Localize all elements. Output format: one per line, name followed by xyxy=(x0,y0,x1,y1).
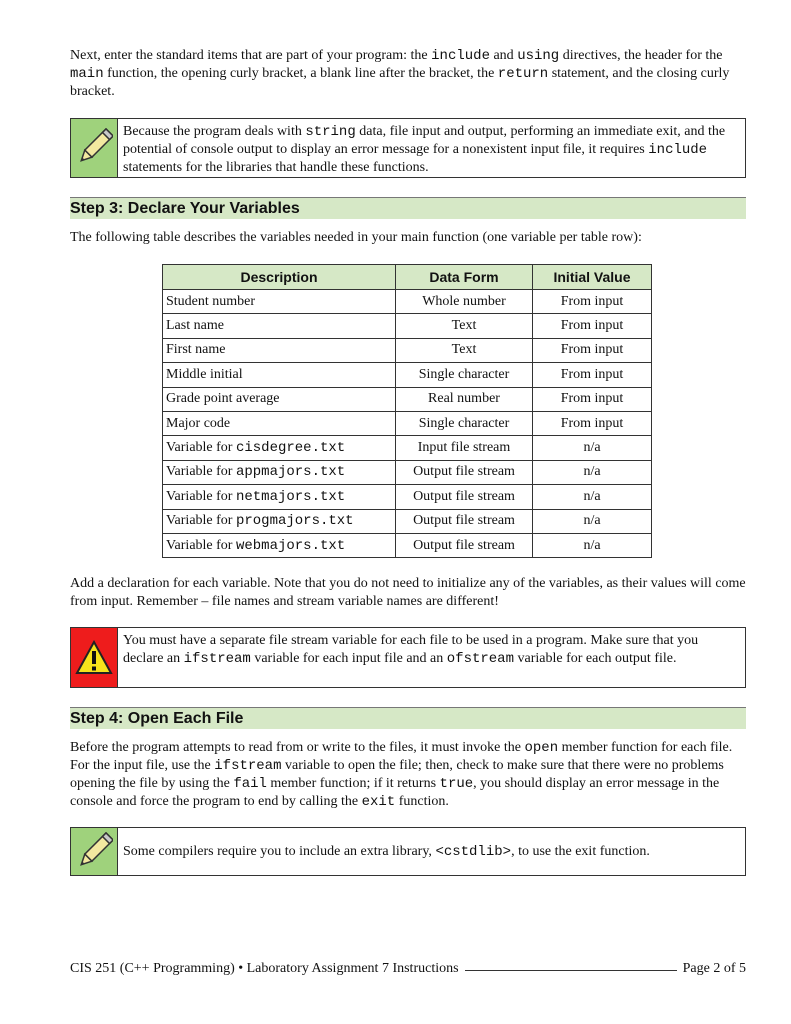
intro-text-3: directives, the header for the xyxy=(559,48,723,63)
cell-data-form: Output file stream xyxy=(396,460,533,484)
cell-description xyxy=(163,485,396,509)
cell-data-form: Output file stream xyxy=(396,485,533,509)
note1-code-string: string xyxy=(305,124,356,140)
footer-rule xyxy=(465,970,677,971)
step4-text-6: function. xyxy=(395,794,449,809)
cell-initial-value: n/a xyxy=(533,436,652,460)
intro-text-5: statement, and the closing curly bracket. xyxy=(70,66,730,99)
cell-initial-value: n/a xyxy=(533,460,652,484)
cell-description xyxy=(163,411,396,435)
note2-text-2: , to use the exit function. xyxy=(511,843,650,859)
cell-initial-value: From input xyxy=(533,387,652,411)
pencil-icon xyxy=(75,128,113,168)
step3-heading xyxy=(70,197,746,219)
footer-page-number: Page 2 of 5 xyxy=(682,961,746,976)
description-text: Student number xyxy=(166,293,256,309)
cell-description xyxy=(163,533,396,557)
cell-initial-value: From input xyxy=(533,338,652,362)
cell-data-form: Single character xyxy=(396,411,533,435)
col-header-initial-value: Initial Value xyxy=(533,265,652,290)
cell-data-form: Text xyxy=(396,314,533,338)
cell-description xyxy=(163,290,396,314)
cell-initial-value: n/a xyxy=(533,509,652,533)
cell-data-form: Single character xyxy=(396,363,533,387)
cell-description xyxy=(163,460,396,484)
step4-title: Step 4: Open Each File xyxy=(70,710,244,727)
step3-intro: The following table describes the variables needed in your main function (one variable per table row): xyxy=(70,230,642,245)
table-row xyxy=(163,290,652,314)
note2-text-1: Some compilers require you to include an extra library, xyxy=(123,843,436,859)
description-text: Variable for xyxy=(166,513,236,529)
cell-initial-value: From input xyxy=(533,290,652,314)
note1-text-1: Because the program deals with xyxy=(123,124,306,139)
variables-table xyxy=(162,264,652,558)
description-filename: cisdegree.txt xyxy=(235,440,346,457)
table-row xyxy=(163,387,652,411)
table-row xyxy=(163,485,652,509)
cell-data-form: Output file stream xyxy=(396,533,533,557)
cell-description xyxy=(163,314,396,338)
table-row xyxy=(163,338,652,362)
cell-data-form: Whole number xyxy=(396,290,533,314)
step4-paragraph xyxy=(70,739,746,811)
description-filename: netmajors.txt xyxy=(235,488,346,505)
page-footer xyxy=(70,960,746,978)
intro-paragraph xyxy=(70,47,746,101)
step4-text-2: member function for each file. For the input file, use the xyxy=(70,740,733,773)
note-box-cstdlib xyxy=(70,827,746,876)
step4-code-fail: fail xyxy=(233,776,267,792)
note-text-cstdlib xyxy=(117,828,745,875)
table-row xyxy=(163,314,652,338)
warning-code-ifstream: ifstream xyxy=(183,651,251,667)
description-text: Variable for xyxy=(166,537,236,553)
description-filename: progmajors.txt xyxy=(235,513,354,530)
warning-text-1: You must have a separate file stream variable for each file to be used in a program. Make sure that you declare an xyxy=(123,633,699,666)
warning-text xyxy=(117,628,745,687)
cell-description xyxy=(163,363,396,387)
table-row xyxy=(163,509,652,533)
intro-code-return: return xyxy=(497,66,549,82)
cell-description xyxy=(163,509,396,533)
note-text-includes xyxy=(117,119,745,177)
note2-icon-cell xyxy=(71,828,117,875)
cell-initial-value: From input xyxy=(533,363,652,387)
cell-data-form: Real number xyxy=(396,387,533,411)
note-box-includes xyxy=(70,118,746,178)
description-text: Last name xyxy=(166,318,224,334)
step4-code-true: true xyxy=(439,776,474,792)
warning-icon-cell xyxy=(71,628,117,687)
description-text: First name xyxy=(166,342,226,358)
step4-text-5: , you should display an error message in the console and force the program to end by calling the xyxy=(70,776,720,809)
cell-initial-value: From input xyxy=(533,411,652,435)
cell-data-form: Output file stream xyxy=(396,509,533,533)
note1-code-include: include xyxy=(648,142,708,158)
cell-description xyxy=(163,436,396,460)
step4-text-4: member function; if it returns xyxy=(266,776,440,791)
intro-code-main: main xyxy=(70,66,104,82)
table-row xyxy=(163,460,652,484)
table-row xyxy=(163,533,652,557)
step4-heading xyxy=(70,707,746,729)
description-filename: appmajors.txt xyxy=(235,464,346,481)
description-text: Major code xyxy=(166,415,231,431)
cell-description xyxy=(163,338,396,362)
step4-text-1: Before the program attempts to read from or write to the files, it must invoke the xyxy=(70,740,525,755)
intro-text-1: Next, enter the standard items that are part of your program: the xyxy=(70,48,432,63)
note1-text-3: statements for the libraries that handle these functions. xyxy=(123,160,429,175)
intro-text-4: function, the opening curly bracket, a blank line after the bracket, the xyxy=(103,66,498,81)
warning-text-3: variable for each output file. xyxy=(513,651,677,666)
table-body xyxy=(163,290,652,558)
col-header-data-form: Data Form xyxy=(396,265,533,290)
cell-data-form: Text xyxy=(396,338,533,362)
footer-course-title: CIS 251 (C++ Programming) • Laboratory Assignment 7 Instructions xyxy=(70,961,459,976)
cell-initial-value: From input xyxy=(533,314,652,338)
table-row xyxy=(163,436,652,460)
note-icon-cell xyxy=(71,119,117,177)
cell-description xyxy=(163,387,396,411)
description-text: Variable for xyxy=(166,440,236,456)
step3-title: Step 3: Declare Your Variables xyxy=(70,200,300,217)
description-filename: webmajors.txt xyxy=(235,537,346,554)
description-text: Middle initial xyxy=(166,366,243,382)
description-text: Variable for xyxy=(166,488,236,504)
pencil-icon xyxy=(75,832,113,872)
col-header-description: Description xyxy=(163,265,396,290)
table-row xyxy=(163,411,652,435)
step4-code-open: open xyxy=(524,740,559,756)
step4-code-exit: exit xyxy=(361,794,396,810)
warning-icon xyxy=(75,640,113,676)
cell-initial-value: n/a xyxy=(533,485,652,509)
warning-box xyxy=(70,627,746,688)
warning-code-ofstream: ofstream xyxy=(446,651,514,667)
cell-initial-value: n/a xyxy=(533,533,652,557)
after-table-paragraph: Add a declaration for each variable. Note that you do not need to initialize any of the variables, as their values will come from input. Remember – file names and stream variable names are different! xyxy=(70,576,746,609)
intro-code-using: using xyxy=(517,48,560,64)
table-header-row xyxy=(163,265,652,290)
warning-text-2: variable for each input file and an xyxy=(250,651,447,666)
cell-data-form: Input file stream xyxy=(396,436,533,460)
intro-text-2: and xyxy=(489,48,518,63)
note2-code-cstdlib: <cstdlib> xyxy=(435,843,512,860)
step4-text-3: variable to open the file; then, check to make sure that there were no problems opening the file by using the xyxy=(70,758,724,791)
intro-code-include: include xyxy=(431,48,490,64)
table-row xyxy=(163,363,652,387)
note1-text-2: data, file input and output, performing an immediate exit, and the potential of console output to display an error message for a nonexistent input file, it requires xyxy=(123,124,726,157)
step4-code-ifstream: ifstream xyxy=(214,758,282,774)
description-text: Variable for xyxy=(166,464,236,480)
description-text: Grade point average xyxy=(166,391,280,407)
